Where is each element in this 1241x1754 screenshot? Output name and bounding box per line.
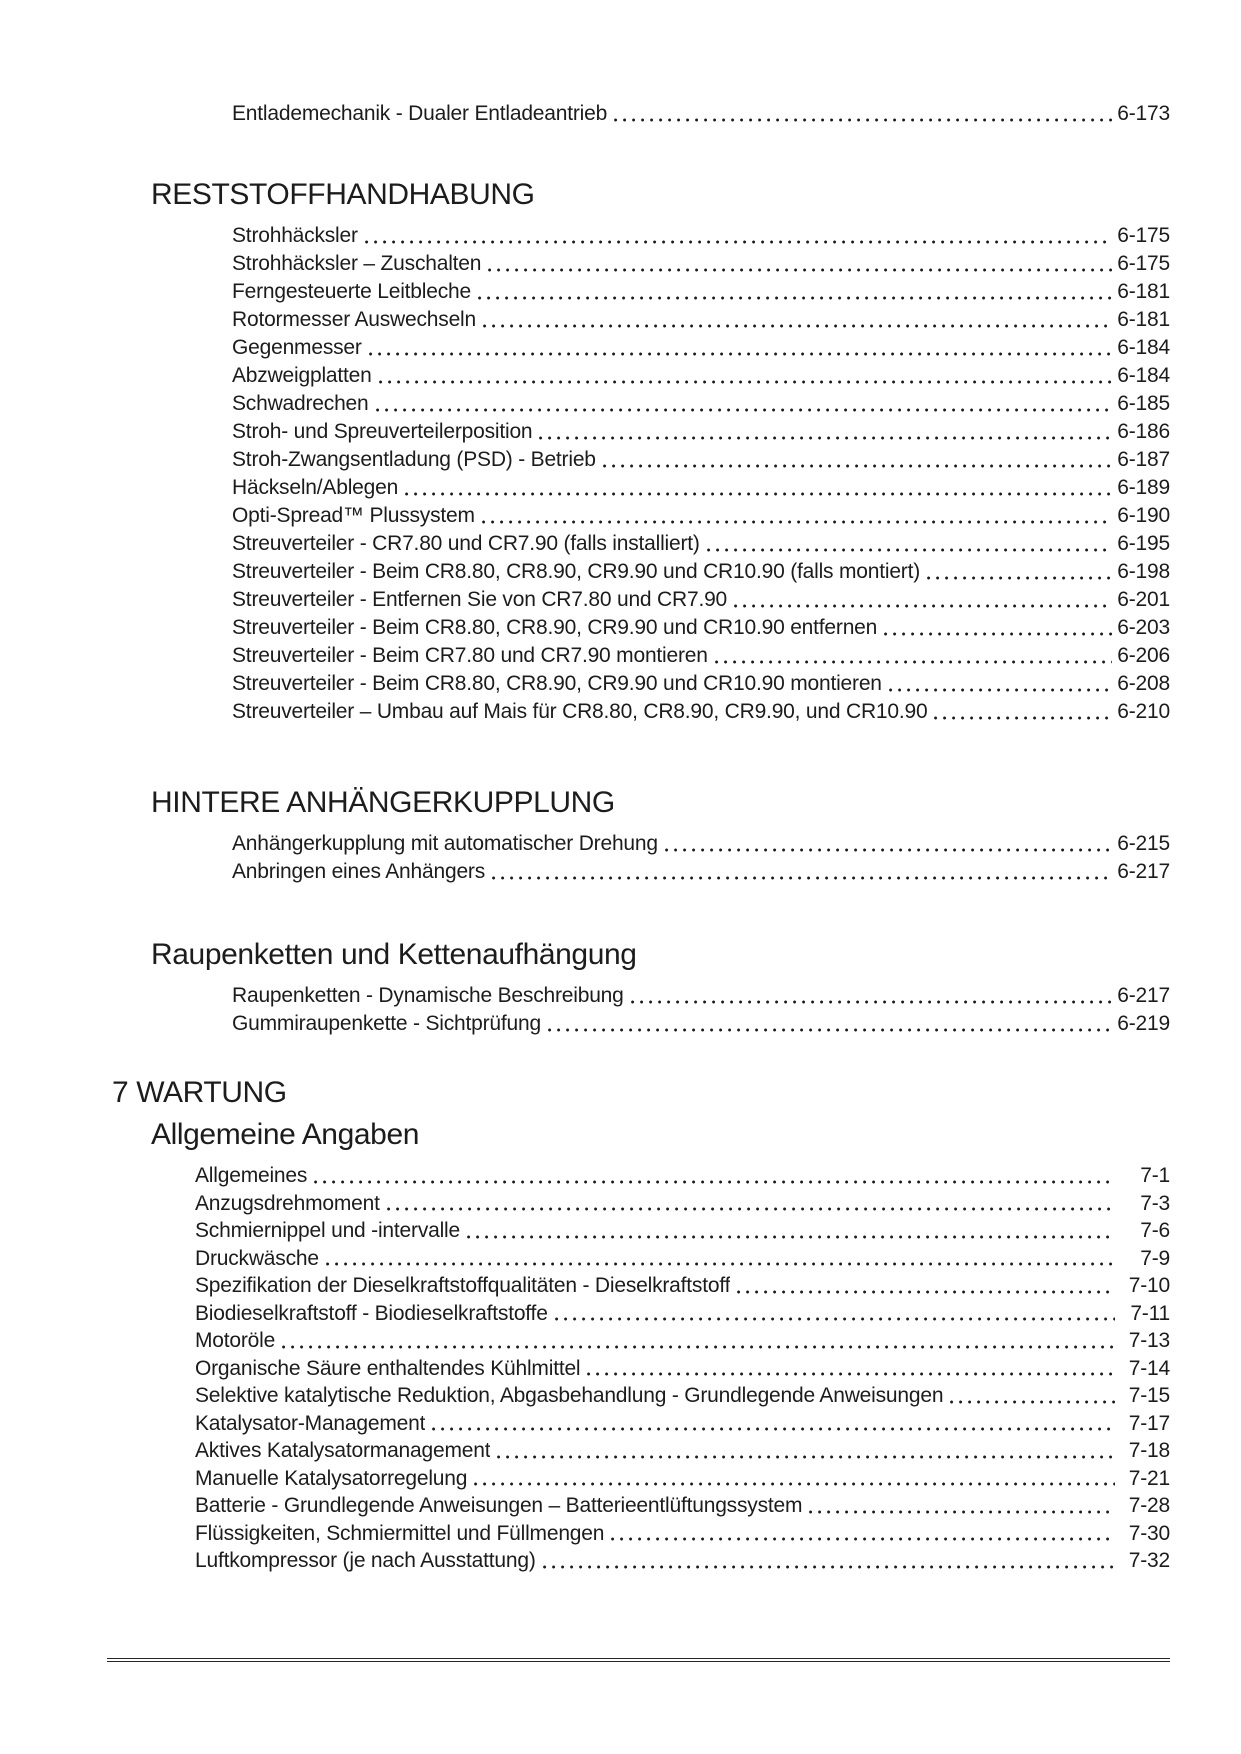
toc-entry-page: 6-217 [1117,860,1170,883]
toc-entry [232,278,1170,306]
toc-entry [232,670,1170,698]
toc-entry [195,1520,1170,1548]
toc-entry-label: Schmiernippel und -intervalle [195,1219,461,1242]
toc-entry-page: 6-203 [1117,616,1170,639]
toc-entry-page: 6-210 [1117,700,1170,723]
toc-entry-page: 7-14 [1128,1356,1170,1380]
toc-entry-page: 7-17 [1128,1411,1170,1435]
toc-entry-page: 7-13 [1128,1329,1170,1352]
dot-leader [548,1028,1112,1032]
toc-entry-label: Ferngesteuerte Leitbleche [232,280,471,303]
chapter-heading-wartung: 7 WARTUNG [112,1076,287,1109]
dot-leader [555,1317,1115,1321]
section-heading-raupenketten: Raupenketten und Kettenaufhängung [151,938,637,971]
toc-entry-page: 6-181 [1117,308,1170,331]
dot-leader [715,660,1113,664]
toc-entry-label: Flüssigkeiten, Schmiermittel und Füllmengen [195,1521,605,1545]
toc-entry-page: 6-198 [1117,560,1170,583]
section-entries [0,1162,1241,1575]
dot-leader [734,604,1112,608]
toc-entry [195,1272,1170,1300]
toc-entry [232,698,1170,726]
toc-entry-label: Manuelle Katalysatorregelung [195,1466,468,1490]
dot-leader [474,1482,1115,1486]
toc-entry [232,1010,1170,1038]
toc-entry [195,1190,1170,1218]
toc-entry-page: 6-189 [1117,476,1170,499]
toc-entry-label: Häckseln/Ablegen [232,476,399,499]
dot-leader [365,240,1112,244]
dot-leader [483,324,1112,328]
dot-leader [809,1510,1115,1514]
toc-entry-label: Streuverteiler - CR7.80 und CR7.90 (falls installiert) [232,532,700,555]
toc-entry-label: Entlademechanik - Dualer Entladeantrieb [232,102,608,125]
dot-leader [467,1235,1115,1239]
toc-entry-label: Druckwäsche [195,1246,319,1270]
dot-leader [376,408,1113,412]
dot-leader [478,296,1112,300]
toc-entry-label: Selektive katalytische Reduktion, Abgasbehandlung - Grundlegende Anweisungen [195,1384,944,1407]
toc-entry-label: Opti-Spread™ Plussystem [232,504,475,527]
toc-entry-page: 6-185 [1117,392,1170,415]
dot-leader [539,436,1112,440]
toc-entry-label: Streuverteiler - Beim CR7.80 und CR7.90 montieren [232,644,708,667]
toc-entry-page: 7-15 [1128,1384,1170,1407]
toc-entry-page: 6-190 [1117,504,1170,527]
dot-leader [482,520,1112,524]
toc-entry-label: Katalysator-Management [195,1411,426,1435]
toc-entry-label: Biodieselkraftstoff - Biodieselkraftstoffe [195,1301,548,1325]
toc-entry-label: Anzugsdrehmoment [195,1191,380,1215]
section-heading-hintere-anhaengerkupplung: HINTERE ANHÄNGERKUPPLUNG [151,786,615,819]
toc-entry-page: 6-175 [1117,252,1170,275]
toc-entry-label: Motoröle [195,1329,276,1352]
toc-entry [232,306,1170,334]
toc-entry [232,586,1170,614]
toc-entry-page: 7-11 [1130,1301,1170,1325]
dot-leader [314,1180,1115,1184]
toc-entry-label: Luftkompressor (je nach Ausstattung) [195,1549,536,1572]
toc-entry-page: 6-173 [1117,102,1170,125]
toc-entry-label: Organische Säure enthaltendes Kühlmittel [195,1356,581,1380]
toc-entry [232,982,1170,1010]
dot-leader [369,352,1113,356]
toc-entry-label: Stroh- und Spreuverteilerposition [232,420,533,443]
dot-leader [631,1000,1113,1004]
toc-entry-page: 7-18 [1128,1439,1170,1462]
toc-entry-page: 6-175 [1117,224,1170,247]
toc-entry-page: 6-206 [1117,644,1170,667]
toc-entry [232,390,1170,418]
toc-entry-page: 6-184 [1117,364,1170,387]
section-entries [0,982,1241,1038]
toc-entry [232,334,1170,362]
toc-entry-label: Schwadrechen [232,392,369,415]
dot-leader [603,464,1113,468]
toc-entry [232,362,1170,390]
toc-entry [195,1355,1170,1383]
toc-entry-page: 7-9 [1140,1246,1170,1270]
toc-entry [232,250,1170,278]
dot-leader [587,1372,1115,1376]
toc-entry-page: 6-186 [1117,420,1170,443]
toc-entry-page: 7-10 [1128,1274,1170,1297]
toc-entry-label: Aktives Katalysatormanagement [195,1439,491,1462]
toc-entry [195,1162,1170,1190]
toc-entry-page: 6-201 [1117,588,1170,611]
dot-leader [707,548,1113,552]
toc-entry [232,474,1170,502]
dot-leader [889,688,1113,692]
dot-leader [737,1290,1115,1294]
dot-leader [432,1427,1115,1431]
toc-entry-page: 6-195 [1117,532,1170,555]
toc-entry [195,1547,1170,1575]
toc-entry-label: Streuverteiler – Umbau auf Mais für CR8.80, CR8.90, CR9.90, und CR10.90 [232,700,928,723]
toc-entry [195,1492,1170,1520]
toc-entry-label: Spezifikation der Dieselkraftstoffqualitäten - Dieselkraftstoff [195,1274,731,1297]
toc-entry-label: Anhängerkupplung mit automatischer Drehung [232,832,658,855]
toc-entry-page: 6-215 [1117,832,1170,855]
toc-entry-page: 7-28 [1128,1494,1170,1517]
toc-entry [195,1327,1170,1355]
toc-entry [195,1382,1170,1410]
toc-entry-label: Streuverteiler - Entfernen Sie von CR7.80 und CR7.90 [232,588,728,611]
toc-entry-page: 6-184 [1117,336,1170,359]
toc-entry-label: Streuverteiler - Beim CR8.80, CR8.90, CR9.90 und CR10.90 entfernen [232,616,878,639]
toc-entry-label: Allgemeines [195,1164,308,1187]
dot-leader [488,268,1112,272]
toc-entry [232,614,1170,642]
dot-leader [884,632,1112,636]
dot-leader [934,716,1112,720]
toc-entry [232,418,1170,446]
toc-entry [195,1410,1170,1438]
toc-entry-page: 6-208 [1117,672,1170,695]
toc-entry-page: 6-187 [1117,448,1170,471]
toc-entry [232,502,1170,530]
section-entries [0,222,1241,726]
section-entries [0,830,1241,886]
toc-entry-label: Streuverteiler - Beim CR8.80, CR8.90, CR9.90 und CR10.90 (falls montiert) [232,560,921,583]
toc-entry-page: 7-6 [1140,1219,1170,1242]
toc-entry [195,1465,1170,1493]
toc-entry-label: Raupenketten - Dynamische Beschreibung [232,984,624,1007]
dot-leader [492,876,1112,880]
toc-entry [232,100,1170,128]
toc-entry-page: 7-1 [1140,1164,1170,1187]
dot-leader [282,1345,1115,1349]
toc-entry [232,858,1170,886]
toc-entry-label: Batterie - Grundlegende Anweisungen – Batterieentlüftungssystem [195,1494,803,1517]
toc-entry [195,1217,1170,1245]
footer-rule [107,1658,1170,1662]
section-heading-reststoffhandhabung: RESTSTOFFHANDHABUNG [151,178,535,211]
dot-leader [326,1262,1115,1266]
toc-entry-label: Strohhäcksler [232,224,358,247]
toc-entry-label: Strohhäcksler – Zuschalten [232,252,482,275]
dot-leader [543,1565,1115,1569]
toc-entry-page: 6-219 [1117,1012,1170,1035]
toc-entry-label: Gummiraupenkette - Sichtprüfung [232,1012,541,1035]
toc-entry-page: 7-32 [1128,1549,1170,1572]
toc-entry [195,1300,1170,1328]
toc-entry-page: 7-30 [1128,1521,1170,1545]
toc-entry-label: Stroh-Zwangsentladung (PSD) - Betrieb [232,448,596,471]
toc-entry-label: Abzweigplatten [232,364,372,387]
dot-leader [927,576,1112,580]
toc-entry-page: 7-3 [1140,1191,1170,1215]
toc-entry [195,1437,1170,1465]
toc-entry [195,1245,1170,1273]
toc-entry-label: Streuverteiler - Beim CR8.80, CR8.90, CR9.90 und CR10.90 montieren [232,672,882,695]
dot-leader [614,118,1112,122]
section-heading-allgemeine-angaben: Allgemeine Angaben [151,1118,420,1151]
dot-leader [387,1207,1115,1211]
toc-entry [232,830,1170,858]
dot-leader [379,380,1113,384]
toc-entry [232,530,1170,558]
toc-entry-label: Anbringen eines Anhängers [232,860,486,883]
toc-entry-page: 7-21 [1128,1466,1170,1490]
dot-leader [950,1400,1115,1404]
toc-entry-page: 6-181 [1117,280,1170,303]
toc-entry-label: Rotormesser Auswechseln [232,308,477,331]
toc-entry [232,642,1170,670]
dot-leader [497,1455,1115,1459]
dot-leader [611,1537,1115,1541]
toc-entry [232,446,1170,474]
toc-entry [232,558,1170,586]
dot-leader [665,848,1112,852]
toc-entry [232,222,1170,250]
dot-leader [405,492,1112,496]
toc-entry-page: 6-217 [1117,984,1170,1007]
toc-entry-label: Gegenmesser [232,336,362,359]
